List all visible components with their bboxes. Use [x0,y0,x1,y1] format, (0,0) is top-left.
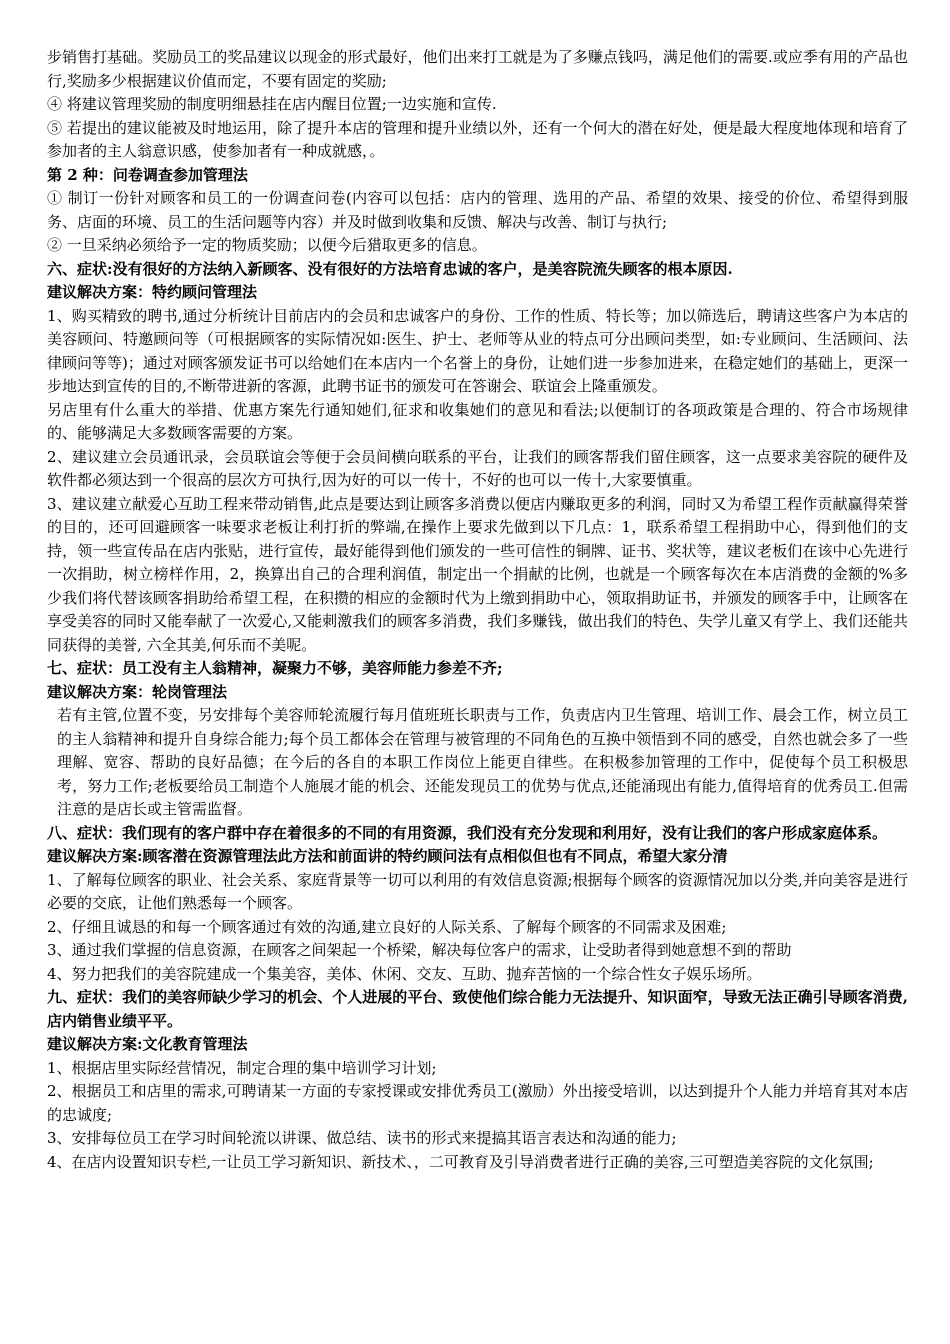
paragraph-24: 1、根据店里实际经营情况，制定合理的集中培训学习计划; [47,1058,437,1077]
paragraph-21: 4、努力把我们的美容院建成一个集美容，美体、休闲、交友、互助、抛弃苦恼的一个综合性女子娱乐场所。 [47,964,762,983]
solution-heading-9: 建议解决方案:文化教育管理法 [47,1035,248,1053]
symptom-heading-8: 八、症状：我们现有的客户群中存在着很多的不同的有用资源，我们没有充分发现和利用好，没有让我们的客户形成家庭体系。 [47,823,888,842]
paragraph-19: 2、仔细且诚恳的和每一个顾客通过有效的沟通,建立良好的人际关系、了解每个顾客的不同需求及困难; [47,917,727,936]
solution-heading-6: 建议解决方案：特约顾问管理法 [47,283,258,301]
paragraph-25: 2、根据员工和店里的需求,可聘请某一方面的专家授课或安排优秀员工(激励）外出接受培训，以达到提升个人能力并培育其对本店的忠诚度; [47,1082,908,1124]
paragraph-6: ② 一旦采纳必须给予一定的物质奖励；以便今后猎取更多的信息。 [47,236,487,254]
paragraph-10: 另店里有什么重大的举措、优惠方案先行通知她们,征求和收集她们的意见和看法;以便制订的各项政策是合理的、符合市场规律的、能够满足大多数顾客需要的方案。 [47,400,908,442]
symptom-heading-7: 七、症状：员工没有主人翁精神，凝聚力不够，美容师能力参差不齐; [47,659,503,677]
paragraph-18: 1、了解每位顾客的职业、社会关系、家庭背景等一切可以利用的有效信息资源;根据每个顾客的资源情况加以分类,并向美容是进行必要的交底，让他们熟悉每一个顾客。 [47,870,908,912]
paragraph-26: 3、安排每位员工在学习时间轮流以讲课、做总结、读书的形式来提搞其语言表达和沟通的能力; [47,1129,677,1147]
paragraph-3: ⑤ 若提出的建议能被及时地运用，除了提升本店的管理和提升业绩以外，还有一个何大的潜在好处，便是最大程度地体现和培育了参加者的主人翁意识感，使参加者有一种成就感，。 [47,118,908,160]
symptom-heading-6: 六、症状:没有很好的方法纳入新顾客、没有很好的方法培育忠诚的客户，是美容院流失顾客的根本原因. [47,259,733,278]
section-heading-method-2: 第 2 种：问卷调查参加管理法 [47,165,248,184]
paragraph-1: 步销售打基础。奖励员工的奖品建议以现金的形式最好，他们出来打工就是为了多赚点钱吗，满足他们的需要.或应季有用的产品也行,奖励多少根据建议价值而定，不要有固定的奖励; [47,48,908,90]
solution-heading-8: 建议解决方案:顾客潜在资源管理法此方法和前面讲的特约顾问法有点相似但也有不同点，希望大家分清 [47,847,728,865]
paragraph-15: 若有主管,位置不变，另安排每个美容师轮流履行每月值班班长职责与工作，负责店内卫生管理、培训工作、晨会工作，树立员工的主人翁精神和提升自身综合能力;每个员工都体会在管理与被管理的不同角色的互换中领悟到不同的感受，自然也就会多了一些理解、宽容、帮助的良好品德；在今后的各自的本职工作岗位上能更自律些。在积极参加管理的工作中，促使每个员工积极思考，努力工作;老板要给员工制造个人施展才能的机会、还能发现员工的优势与优点,还能涌现出有能力,值得培育的优秀员工.但需注意的是店长或主管需监督。 [57,706,908,818]
symptom-heading-9: 九、症状：我们的美容师缺少学习的机会、个人进展的平台、致使他们综合能力无法提升、知识面窄，导致无法正确引导顾客消费,店内销售业绩平平。 [47,988,908,1030]
paragraph-5: ① 制订一份针对顾客和员工的一份调查问卷(内容可以包括：店内的管理、选用的产品、希望的效果、接受的价位、希望得到服务、店面的环境、员工的生活问题等内容）并及时做到收集和反馈、解决与改善、制订与执行; [47,189,908,231]
paragraph-11: 2、建议建立会员通讯录，会员联谊会等便于会员间横向联系的平台，让我们的顾客帮我们留住顾客，这一点要求美容院的硬件及软件都必须达到一个很高的层次方可执行,因为好的可以一传十，不好的也可以一传十,大家要慎重。 [47,447,908,489]
solution-heading-7: 建议解决方案：轮岗管理法 [47,682,228,701]
paragraph-9: 1、购买精致的聘书,通过分析统计目前店内的会员和忠诚客户的身份、工作的性质、特长等；加以筛选后，聘请这些客户为本店的美容顾问、特邀顾问等（可根据顾客的实际情况如:医生、护士、老师等从业的特点可分出顾问类型，如:专业顾问、生活顾问、法律顾问等等)；通过对顾客颁发证书可以给她们在本店内一个名誉上的身份，让她们进一步参加进来，在稳定她们的基础上，更深一步地达到宣传的目的,不断带进新的客源，此聘书证书的颁发可在答谢会、联谊会上隆重颁发。 [47,306,908,395]
paragraph-12: 3、建议建立献爱心互助工程来带动销售,此点是要达到让顾客多消费以便店内赚取更多的利润，同时又为希望工程作贡献赢得荣誉的目的，还可回避顾客一味要求老板让利打折的弊端,在操作上要求先做到以下几点：1，联系希望工程捐助中心，得到他们的支持，领一些宣传品在店内张贴，进行宣传，最好能得到他们颁发的一些可信性的铜牌、证书、奖状等，建议老板们在该中心先进行一次捐助，树立榜样作用，2，换算出自己的合理利润值，制定出一个捐献的比例，也就是一个顾客每次在本店消费的金额的%多少我们将代替该顾客捐助给希望工程，在积攒的相应的金额时代为上缴到捐助中心，领取捐助证书，并颁发的顾客手中，让顾客在享受美容的同时又能奉献了一次爱心,又能刺激我们的顾客多消费，我们多赚钱，做出我们的特色、失学儿童又有学上、我们还能共同获得的美誉, 六全其美,何乐而不美呢。 [47,494,908,654]
paragraph-27: 4、在店内设置知识专栏,一让员工学习新知识、新技术、，二可教育及引导消费者进行正确的美容,三可塑造美容院的文化氛围; [47,1152,874,1171]
paragraph-2: ④ 将建议管理奖励的制度明细悬挂在店内醒目位置;一边实施和宣传. [47,95,497,113]
paragraph-20: 3、通过我们掌握的信息资源，在顾客之间架起一个桥梁，解决每位客户的需求，让受助者得到她意想不到的帮助 [47,941,792,959]
